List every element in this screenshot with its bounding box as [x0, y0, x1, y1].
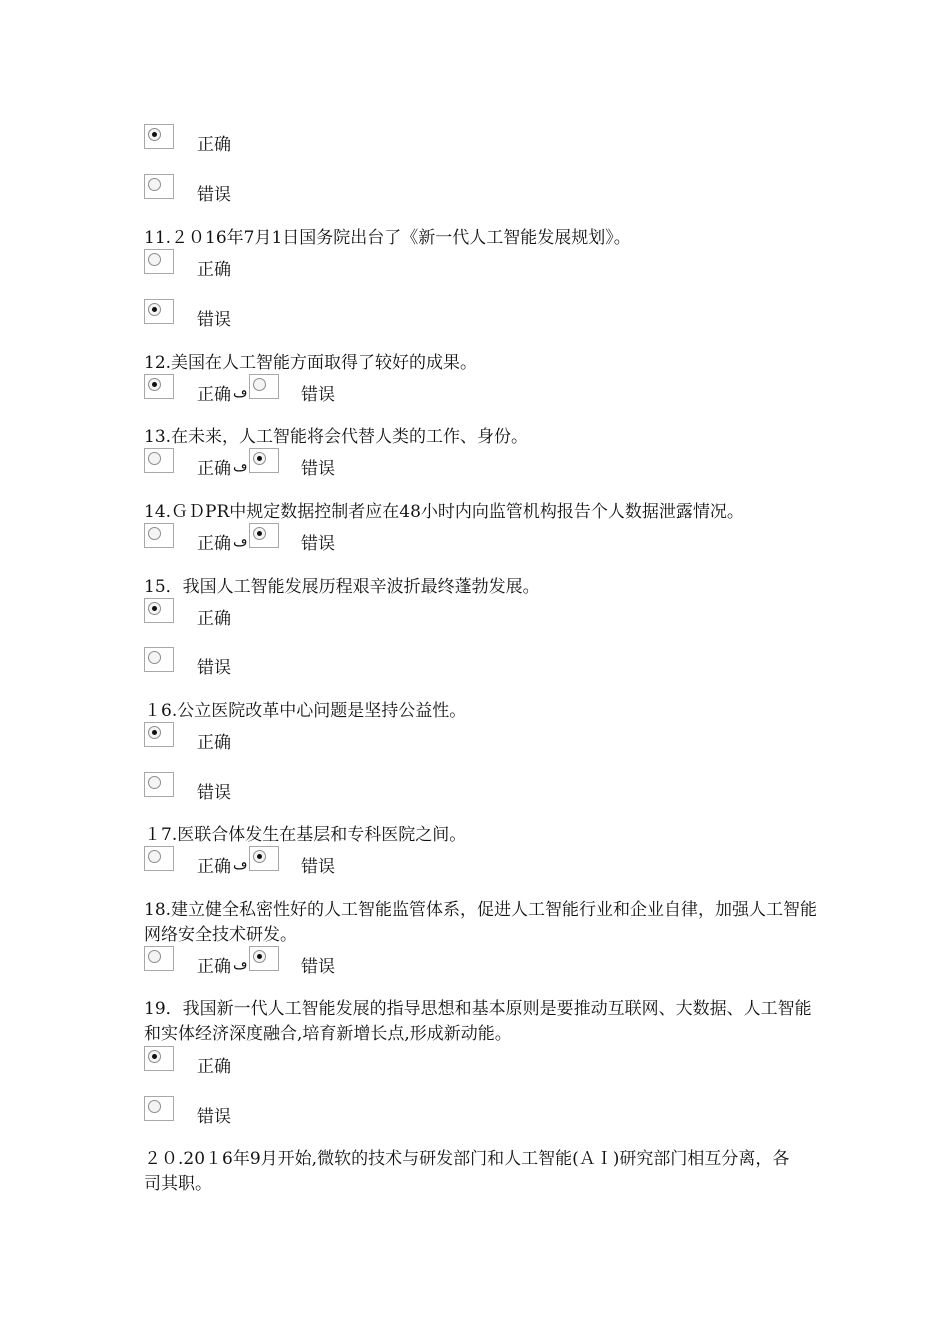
radio-correct-q18[interactable]	[144, 946, 174, 971]
radio-circle-icon	[148, 452, 161, 465]
radio-circle-icon	[148, 950, 161, 963]
radio-circle-icon	[148, 178, 161, 191]
option-row-q13	[144, 448, 364, 478]
option-label-correct: 正确	[197, 385, 231, 405]
option-correct-q15[interactable]	[144, 598, 344, 628]
question-12-text: 12.美国在人工智能方面取得了较好的成果。	[144, 353, 478, 373]
option-correct-q16[interactable]	[144, 722, 344, 752]
radio-circle-icon	[253, 527, 266, 540]
option-label-wrong: 错误	[197, 310, 231, 330]
radio-correct-q15[interactable]	[144, 598, 174, 623]
radio-correct-q14[interactable]	[144, 523, 174, 548]
radio-circle-icon	[148, 128, 161, 141]
option-row-q12	[144, 374, 364, 404]
radio-circle-icon	[148, 253, 161, 266]
option-row-q18	[144, 946, 364, 976]
radio-circle-icon	[253, 850, 266, 863]
radio-selected-dot-icon	[257, 854, 262, 859]
radio-correct-q12[interactable]	[144, 374, 174, 399]
radio-circle-icon	[148, 602, 161, 615]
radio-circle-icon	[148, 850, 161, 863]
option-label-correct: 正确	[197, 957, 231, 977]
radio-selected-dot-icon	[152, 1054, 157, 1059]
radio-wrong-q12[interactable]	[249, 374, 279, 399]
option-label-correct: 正确	[197, 1057, 231, 1077]
radio-selected-dot-icon	[152, 606, 157, 611]
radio-selected-dot-icon	[152, 730, 157, 735]
option-correct-top[interactable]	[144, 124, 344, 154]
radio-circle-icon	[148, 303, 161, 316]
question-11-text: 11.２０16年7月1日国务院出台了《新一代人工智能发展规划》。	[144, 228, 631, 248]
radio-wrong-q14[interactable]	[249, 523, 279, 548]
option-label-wrong: 错误	[301, 459, 335, 479]
option-label-correct: 正确	[197, 260, 231, 280]
option-label-wrong: 错误	[197, 658, 231, 678]
radio-circle-icon	[253, 378, 266, 391]
radio-correct-q13[interactable]	[144, 448, 174, 473]
question-20-text: ２０.20１6年9月开始,微软的技术与研发部门和人工智能(ＡＩ)研究部门相互分离，各司其职。	[144, 1149, 790, 1194]
option-label-correct: 正确	[197, 534, 231, 554]
option-label-wrong: 错误	[197, 783, 231, 803]
option-label-wrong: 错误	[197, 1107, 231, 1127]
radio-circle-icon	[253, 452, 266, 465]
radio-circle-icon	[148, 776, 161, 789]
question-13-text: 13.在未来，人工智能将会代替人类的工作、身份。	[144, 427, 529, 447]
radio-selected-dot-icon	[152, 382, 157, 387]
radio-correct-q16[interactable]	[144, 722, 174, 747]
option-wrong-q15[interactable]	[144, 647, 344, 677]
radio-circle-icon	[148, 378, 161, 391]
option-correct-q19[interactable]	[144, 1046, 344, 1076]
stray-mark: ڡ	[233, 459, 248, 475]
stray-mark: ڡ	[233, 957, 248, 973]
radio-correct-q17[interactable]	[144, 846, 174, 871]
option-label-correct: 正确	[197, 459, 231, 479]
radio-wrong-q11[interactable]	[144, 299, 174, 324]
radio-circle-icon	[148, 1050, 161, 1063]
option-label-wrong: 错误	[197, 185, 231, 205]
stray-mark: ڡ	[233, 385, 248, 401]
radio-selected-dot-icon	[152, 307, 157, 312]
question-15-text: 15．我国人工智能发展历程艰辛波折最终蓬勃发展。	[144, 577, 540, 597]
option-wrong-q19[interactable]	[144, 1096, 344, 1126]
radio-circle-icon	[148, 726, 161, 739]
radio-wrong-q18[interactable]	[249, 946, 279, 971]
option-row-q14	[144, 523, 364, 553]
radio-wrong-q16[interactable]	[144, 772, 174, 797]
question-16-text: １6.公立医院改革中心问题是坚持公益性。	[144, 701, 467, 721]
option-label-correct: 正确	[197, 857, 231, 877]
radio-selected-dot-icon	[257, 531, 262, 536]
option-label-wrong: 错误	[301, 385, 335, 405]
question-17-text: １7.医联合体发生在基层和专科医院之间。	[144, 825, 467, 845]
radio-circle-icon	[253, 950, 266, 963]
option-row-q17	[144, 846, 364, 876]
radio-wrong-top[interactable]	[144, 174, 174, 199]
radio-circle-icon	[148, 527, 161, 540]
option-label-correct: 正确	[197, 609, 231, 629]
radio-correct-q11[interactable]	[144, 249, 174, 274]
option-wrong-q11[interactable]	[144, 299, 344, 329]
option-label-wrong: 错误	[301, 957, 335, 977]
radio-correct-q19[interactable]	[144, 1046, 174, 1071]
question-19-text: 19．我国新一代人工智能发展的指导思想和基本原则是要推动互联网、大数据、人工智能和实体经济深度融合,培育新增长点,形成新动能。	[144, 999, 812, 1044]
radio-wrong-q13[interactable]	[249, 448, 279, 473]
radio-wrong-q15[interactable]	[144, 647, 174, 672]
radio-circle-icon	[148, 1100, 161, 1113]
option-label-wrong: 错误	[301, 857, 335, 877]
option-wrong-top[interactable]	[144, 174, 344, 204]
radio-correct-top[interactable]	[144, 124, 174, 149]
radio-circle-icon	[148, 651, 161, 664]
radio-selected-dot-icon	[257, 456, 262, 461]
radio-wrong-q19[interactable]	[144, 1096, 174, 1121]
question-14-text: 14.ＧＤPR中规定数据控制者应在48小时内向监管机构报告个人数据泄露情况。	[144, 502, 744, 522]
question-18-text: 18.建立健全私密性好的人工智能监管体系，促进人工智能行业和企业自律，加强人工智能网络安全技术研发。	[144, 900, 818, 945]
option-label-wrong: 错误	[301, 534, 335, 554]
option-label-correct: 正确	[197, 135, 231, 155]
radio-selected-dot-icon	[257, 954, 262, 959]
stray-mark: ڡ	[233, 857, 248, 873]
option-correct-q11[interactable]	[144, 249, 344, 279]
option-label-correct: 正确	[197, 733, 231, 753]
option-wrong-q16[interactable]	[144, 772, 344, 802]
stray-mark: ڡ	[233, 534, 248, 550]
radio-selected-dot-icon	[152, 132, 157, 137]
radio-wrong-q17[interactable]	[249, 846, 279, 871]
